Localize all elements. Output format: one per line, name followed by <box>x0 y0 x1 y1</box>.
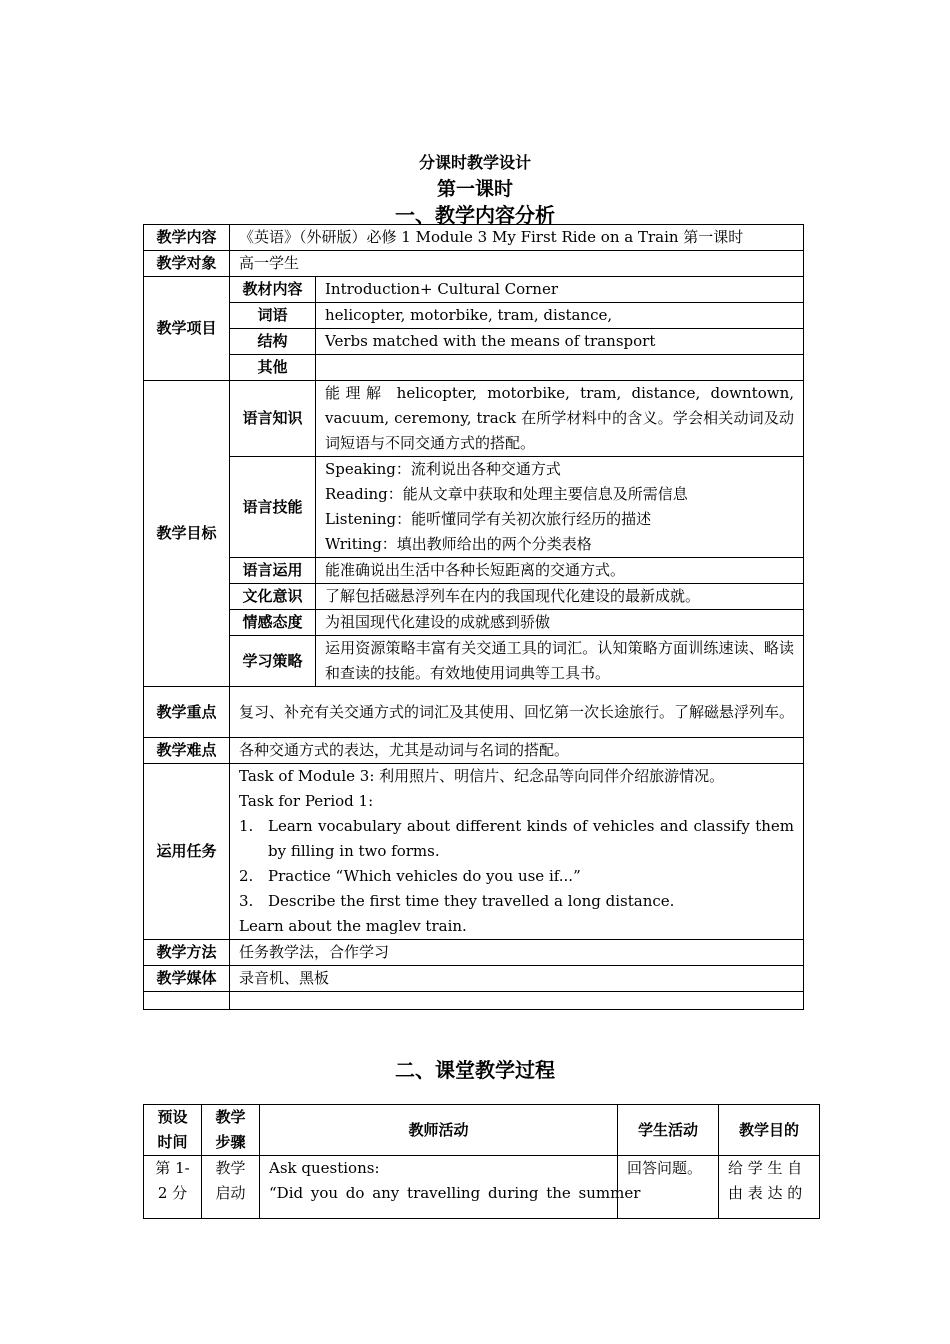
item-label: 结构 <box>230 329 316 355</box>
teaching-process-table <box>143 1104 820 1219</box>
skills-label: 语言技能 <box>230 457 316 558</box>
items-label: 教学项目 <box>144 277 230 381</box>
task-content <box>230 764 804 940</box>
teacher-activity-cell <box>260 1156 641 1219</box>
time-cell <box>144 1156 202 1219</box>
time-cell-line: 2 分 <box>157 1184 188 1202</box>
empty-cell <box>230 992 804 1010</box>
skills-list <box>316 457 804 558</box>
task-label: 运用任务 <box>144 764 230 940</box>
section-heading-process: 二、课堂教学过程 <box>395 1058 555 1082</box>
task-step <box>239 889 794 914</box>
purpose-line: 由 表 达 的 <box>728 1184 803 1202</box>
key-label: 教学重点 <box>144 687 230 738</box>
media-value: 录音机、黑板 <box>230 966 804 992</box>
task-step <box>239 814 794 864</box>
student-activity-cell: 回答问题。 <box>618 1156 719 1219</box>
emotion-label: 情感态度 <box>230 610 316 636</box>
time-header-line: 预设 <box>157 1108 188 1126</box>
item-label: 其他 <box>230 355 316 381</box>
time-cell-line: 第 1- <box>155 1159 190 1177</box>
step-header-line: 步骤 <box>215 1133 246 1151</box>
object-label: 教学对象 <box>144 251 230 277</box>
skill-listening: Listening：能听懂同学有关初次旅行经历的描述 <box>325 510 652 528</box>
usage-label: 语言运用 <box>230 558 316 584</box>
section-heading-analysis: 一、教学内容分析 <box>395 203 555 227</box>
method-value: 任务教学法，合作学习 <box>230 940 804 966</box>
content-label: 教学内容 <box>144 225 230 251</box>
content-value: 《英语》（外研版）必修 1 Module 3 My First Ride on a Train 第一课时 <box>230 225 804 251</box>
object-value: 高一学生 <box>230 251 804 277</box>
module-task: Task of Module 3: 利用照片、明信片、纪念品等向同伴介绍旅游情况。 <box>239 767 725 785</box>
period-title: 第一课时 <box>436 178 513 200</box>
key-value: 复习、补充有关交通方式的词汇及其使用、回忆第一次长途旅行。了解磁悬浮列车。 <box>230 687 804 738</box>
knowledge-value: 能理解 helicopter, motorbike, tram, distance, downtown, vacuum, ceremony, track 在所学材料中的含义。学会相关动词及动词短语与不同交通方式的搭配。 <box>316 381 804 457</box>
usage-value: 能准确说出生活中各种长短距离的交通方式。 <box>316 558 804 584</box>
time-header <box>144 1105 202 1156</box>
emotion-value: 为祖国现代化建设的成就感到骄傲 <box>316 610 804 636</box>
document-title: 分课时教学设计 <box>418 153 531 172</box>
step-header <box>202 1105 260 1156</box>
step-cell-line: 教学 <box>215 1159 246 1177</box>
teacher-activity-line: “Did you do any travelling during the summer <box>269 1184 641 1202</box>
student-activity-header: 学生活动 <box>618 1105 719 1156</box>
purpose-cell <box>719 1156 820 1219</box>
culture-label: 文化意识 <box>230 584 316 610</box>
period-task: Task for Period 1: <box>239 792 374 810</box>
media-label: 教学媒体 <box>144 966 230 992</box>
content-analysis-table <box>143 224 804 1010</box>
task-step-text: Describe the first time they travelled a long distance. <box>268 892 675 910</box>
task-step-number: 1. <box>239 817 254 835</box>
item-value: helicopter, motorbike, tram, distance, <box>316 303 804 329</box>
item-label: 教材内容 <box>230 277 316 303</box>
task-step <box>239 864 794 889</box>
task-step-number: 3. <box>239 892 254 910</box>
step-cell <box>202 1156 260 1219</box>
method-label: 教学方法 <box>144 940 230 966</box>
item-label: 词语 <box>230 303 316 329</box>
time-header-line: 时间 <box>157 1133 188 1151</box>
purpose-line: 给 学 生 自 <box>728 1159 803 1177</box>
skill-writing: Writing：填出教师给出的两个分类表格 <box>325 535 592 553</box>
difficulty-label: 教学难点 <box>144 738 230 764</box>
skill-speaking: Speaking：流利说出各种交通方式 <box>325 460 561 478</box>
teacher-activity-header: 教师活动 <box>260 1105 618 1156</box>
step-header-line: 教学 <box>215 1108 246 1126</box>
teacher-activity-line: Ask questions: <box>269 1159 380 1177</box>
task-step-number: 2. <box>239 867 254 885</box>
step-cell-line: 启动 <box>215 1184 246 1202</box>
empty-cell <box>144 992 230 1010</box>
knowledge-label: 语言知识 <box>230 381 316 457</box>
culture-value: 了解包括磁悬浮列车在内的我国现代化建设的最新成就。 <box>316 584 804 610</box>
strategy-value: 运用资源策略丰富有关交通工具的词汇。认知策略方面训练速读、略读和查读的技能。有效地使用词典等工具书。 <box>316 636 804 687</box>
item-value: Verbs matched with the means of transport <box>316 329 804 355</box>
item-value <box>316 355 804 381</box>
skill-reading: Reading：能从文章中获取和处理主要信息及所需信息 <box>325 485 688 503</box>
task-closing: Learn about the maglev train. <box>239 917 467 935</box>
strategy-label: 学习策略 <box>230 636 316 687</box>
item-value: Introduction+ Cultural Corner <box>316 277 804 303</box>
goals-label: 教学目标 <box>144 381 230 687</box>
task-step-text: Learn vocabulary about different kinds of vehicles and classify them by filling in two forms. <box>268 817 794 860</box>
task-step-text: Practice “Which vehicles do you use if...” <box>268 867 581 885</box>
purpose-header: 教学目的 <box>719 1105 820 1156</box>
difficulty-value: 各种交通方式的表达，尤其是动词与名词的搭配。 <box>230 738 804 764</box>
